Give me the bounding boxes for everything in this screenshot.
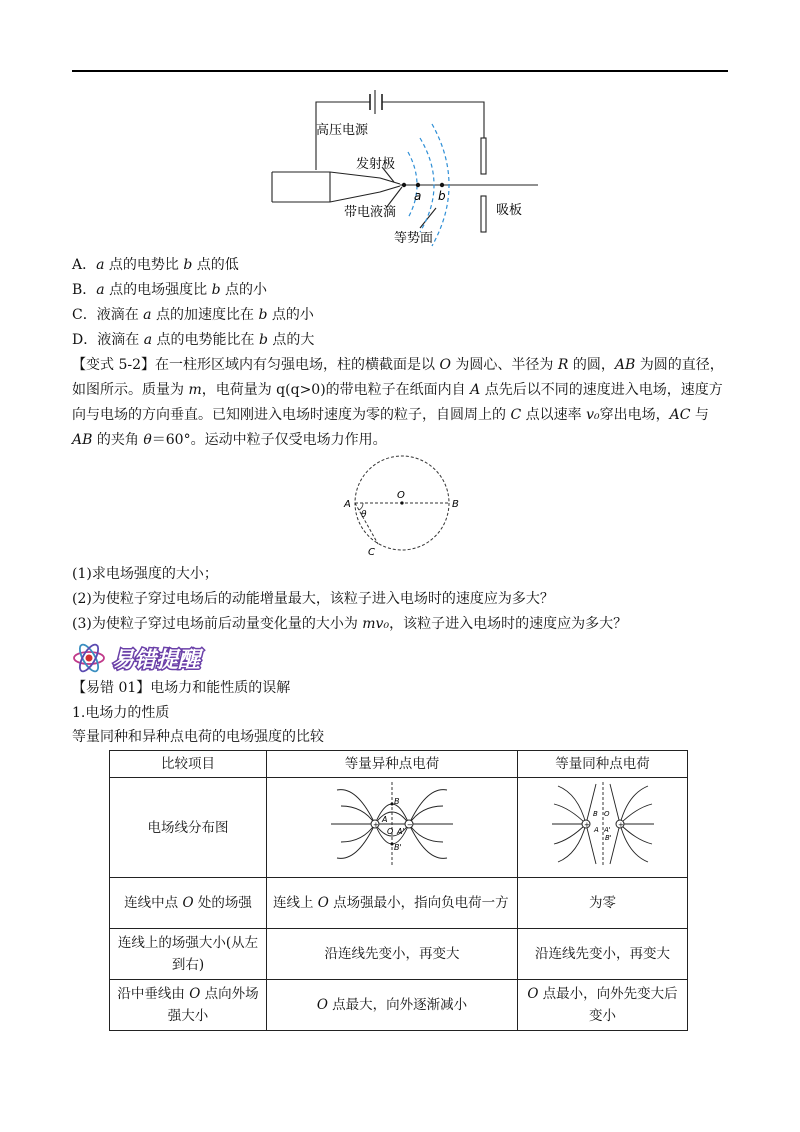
table-cell: 沿中垂线由 O 点向外场强大小 (110, 980, 267, 1031)
svg-text:A: A (382, 815, 388, 824)
table-cell: 为零 (518, 878, 688, 929)
atom-icon (74, 642, 104, 674)
table-cell: 连线上的场强大小(从左到右) (110, 929, 267, 980)
section-1-title: 1.电场力的性质 (72, 705, 170, 721)
label-emitter: 发射极 (356, 157, 396, 172)
label-theta: θ (361, 510, 367, 520)
table-cell: O 点最大，向外逐渐减小 (267, 980, 518, 1031)
table-cell (518, 778, 688, 878)
option-b: B．a 点的电场强度比 b 点的小 (72, 282, 267, 298)
label-B: B (452, 499, 459, 510)
table-cell: O 点最小，向外先变大后变小 (518, 980, 688, 1031)
svg-text:+: + (373, 821, 379, 829)
error-01-title: 【易错 01】电场力和能性质的误解 (72, 680, 291, 696)
label-power: 高压电源 (316, 123, 369, 138)
option-d: D．液滴在 a 点的电势能比在 b 点的大 (72, 332, 315, 348)
svg-text:O: O (603, 810, 610, 818)
label-C: C (368, 547, 375, 558)
svg-text:B: B (592, 810, 598, 818)
svg-text:−: − (407, 821, 413, 829)
heading-logo-text: 易错提醒 (112, 648, 201, 673)
table-cell: 沿连线先变小，再变大 (518, 929, 688, 980)
option-a: A．a 点的电势比 b 点的低 (72, 257, 239, 273)
svg-text:A: A (593, 826, 599, 834)
svg-text:A': A' (397, 827, 405, 836)
opposite-charges-field-diagram (327, 780, 457, 868)
electrospray-diagram (270, 90, 540, 250)
option-c: C．液滴在 a 点的加速度比在 b 点的小 (72, 307, 314, 323)
circle-diagram (340, 455, 470, 560)
table-cell: 电场线分布图 (110, 778, 267, 878)
table-header: 比较项目 (110, 751, 267, 778)
svg-text:O: O (387, 827, 394, 836)
svg-text:A': A' (603, 826, 611, 834)
compare-title: 等量同种和异种点电荷的电场强度的比较 (72, 729, 324, 745)
label-a: a (414, 189, 422, 203)
question-1: (1)求电场强度的大小； (72, 566, 218, 582)
error-tips-heading (72, 640, 212, 676)
svg-text:B': B' (604, 834, 612, 842)
table-row (110, 929, 688, 980)
label-A: A (344, 499, 351, 510)
table-row (110, 778, 688, 878)
label-droplet: 带电液滴 (344, 205, 397, 220)
table-row (110, 980, 688, 1031)
table-header: 等量异种点电荷 (267, 751, 518, 778)
top-rule (72, 70, 728, 72)
table-row (110, 878, 688, 929)
table-cell: 连线上 O 点场强最小，指向负电荷一方 (267, 878, 518, 929)
label-b: b (438, 189, 446, 203)
question-3: (3)为使粒子穿过电场前后动量变化量的大小为 mv₀，该粒子进入电场时的速度应为多大？ (72, 616, 628, 632)
svg-text:B: B (394, 797, 400, 806)
variant-problem: 【变式 5-2】在一柱形区域内有匀强电场，柱的横截面是以 O 为圆心、半径为 R 的圆，AB 为圆的直径，如图所示。质量为 m，电荷量为 q(q>0)的带电粒子在纸面内自 A 点先后以不同的速度进入电场，速度方向与电场的方向垂直。已知刚进入电场时速度为零的粒子，自圆周上的 C 点以速率 v₀穿出电场，AC 与 AB 的夹角 θ＝60°。运动中粒子仅受电场力作用。 (72, 357, 724, 448)
question-2: (2)为使粒子穿过电场后的动能增量最大，该粒子进入电场时的速度应为多大？ (72, 591, 554, 607)
label-equipotential: 等势面 (394, 231, 434, 246)
table-header-row (110, 751, 688, 778)
table-cell: 沿连线先变小，再变大 (267, 929, 518, 980)
table-cell: 连线中点 O 处的场强 (110, 878, 267, 929)
table-cell (267, 778, 518, 878)
comparison-table (109, 750, 688, 1031)
label-O: O (397, 490, 405, 501)
svg-text:B': B' (394, 843, 402, 852)
svg-text:+: + (583, 821, 590, 829)
svg-text:+: + (617, 821, 624, 829)
label-plate: 吸板 (496, 203, 523, 218)
table-header: 等量同种点电荷 (518, 751, 688, 778)
like-charges-field-diagram (548, 780, 658, 868)
